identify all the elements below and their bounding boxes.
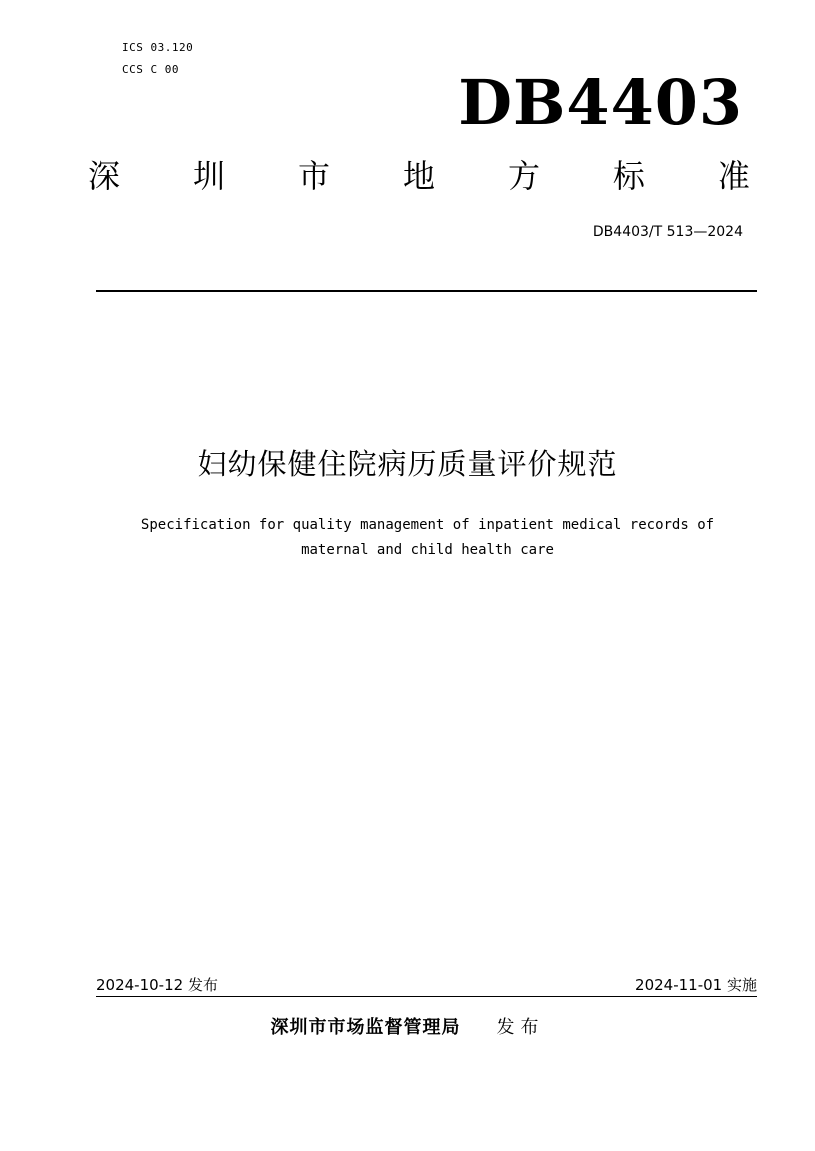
standard-kind-char: 标 [612, 157, 645, 195]
document-title-english [90, 513, 765, 563]
standard-kind-char: 圳 [192, 157, 225, 195]
dates-row [96, 974, 757, 997]
standard-code-heading: DB4403 [458, 66, 743, 139]
document-title-chinese: 妇幼保健住院病历质量评价规范 [197, 447, 618, 481]
english-title-line: maternal and child health care [301, 542, 554, 558]
issuer-action: 发布 [496, 1017, 545, 1038]
standard-number: DB4403/T 513—2024 [592, 224, 743, 240]
standard-kind-char: 准 [717, 157, 750, 195]
issuer-line [0, 1014, 815, 1042]
ics-code: ICS 03.120 [122, 41, 194, 54]
ccs-code: CCS C 00 [122, 63, 179, 76]
standard-kind-char: 市 [297, 157, 330, 195]
standard-kind-char: 深 [88, 157, 121, 195]
issue-date: 2024-10-12 发布 [96, 976, 218, 994]
effective-date: 2024-11-01 实施 [635, 976, 757, 994]
standard-kind-char: 方 [507, 157, 540, 195]
english-title-line: Specification for quality management of inpatient medical records of [140, 517, 715, 533]
issuer-name: 深圳市市场监督管理局 [270, 1017, 461, 1038]
standard-kind-label [88, 154, 750, 198]
header-divider [96, 290, 757, 292]
standard-kind-char: 地 [402, 157, 435, 195]
